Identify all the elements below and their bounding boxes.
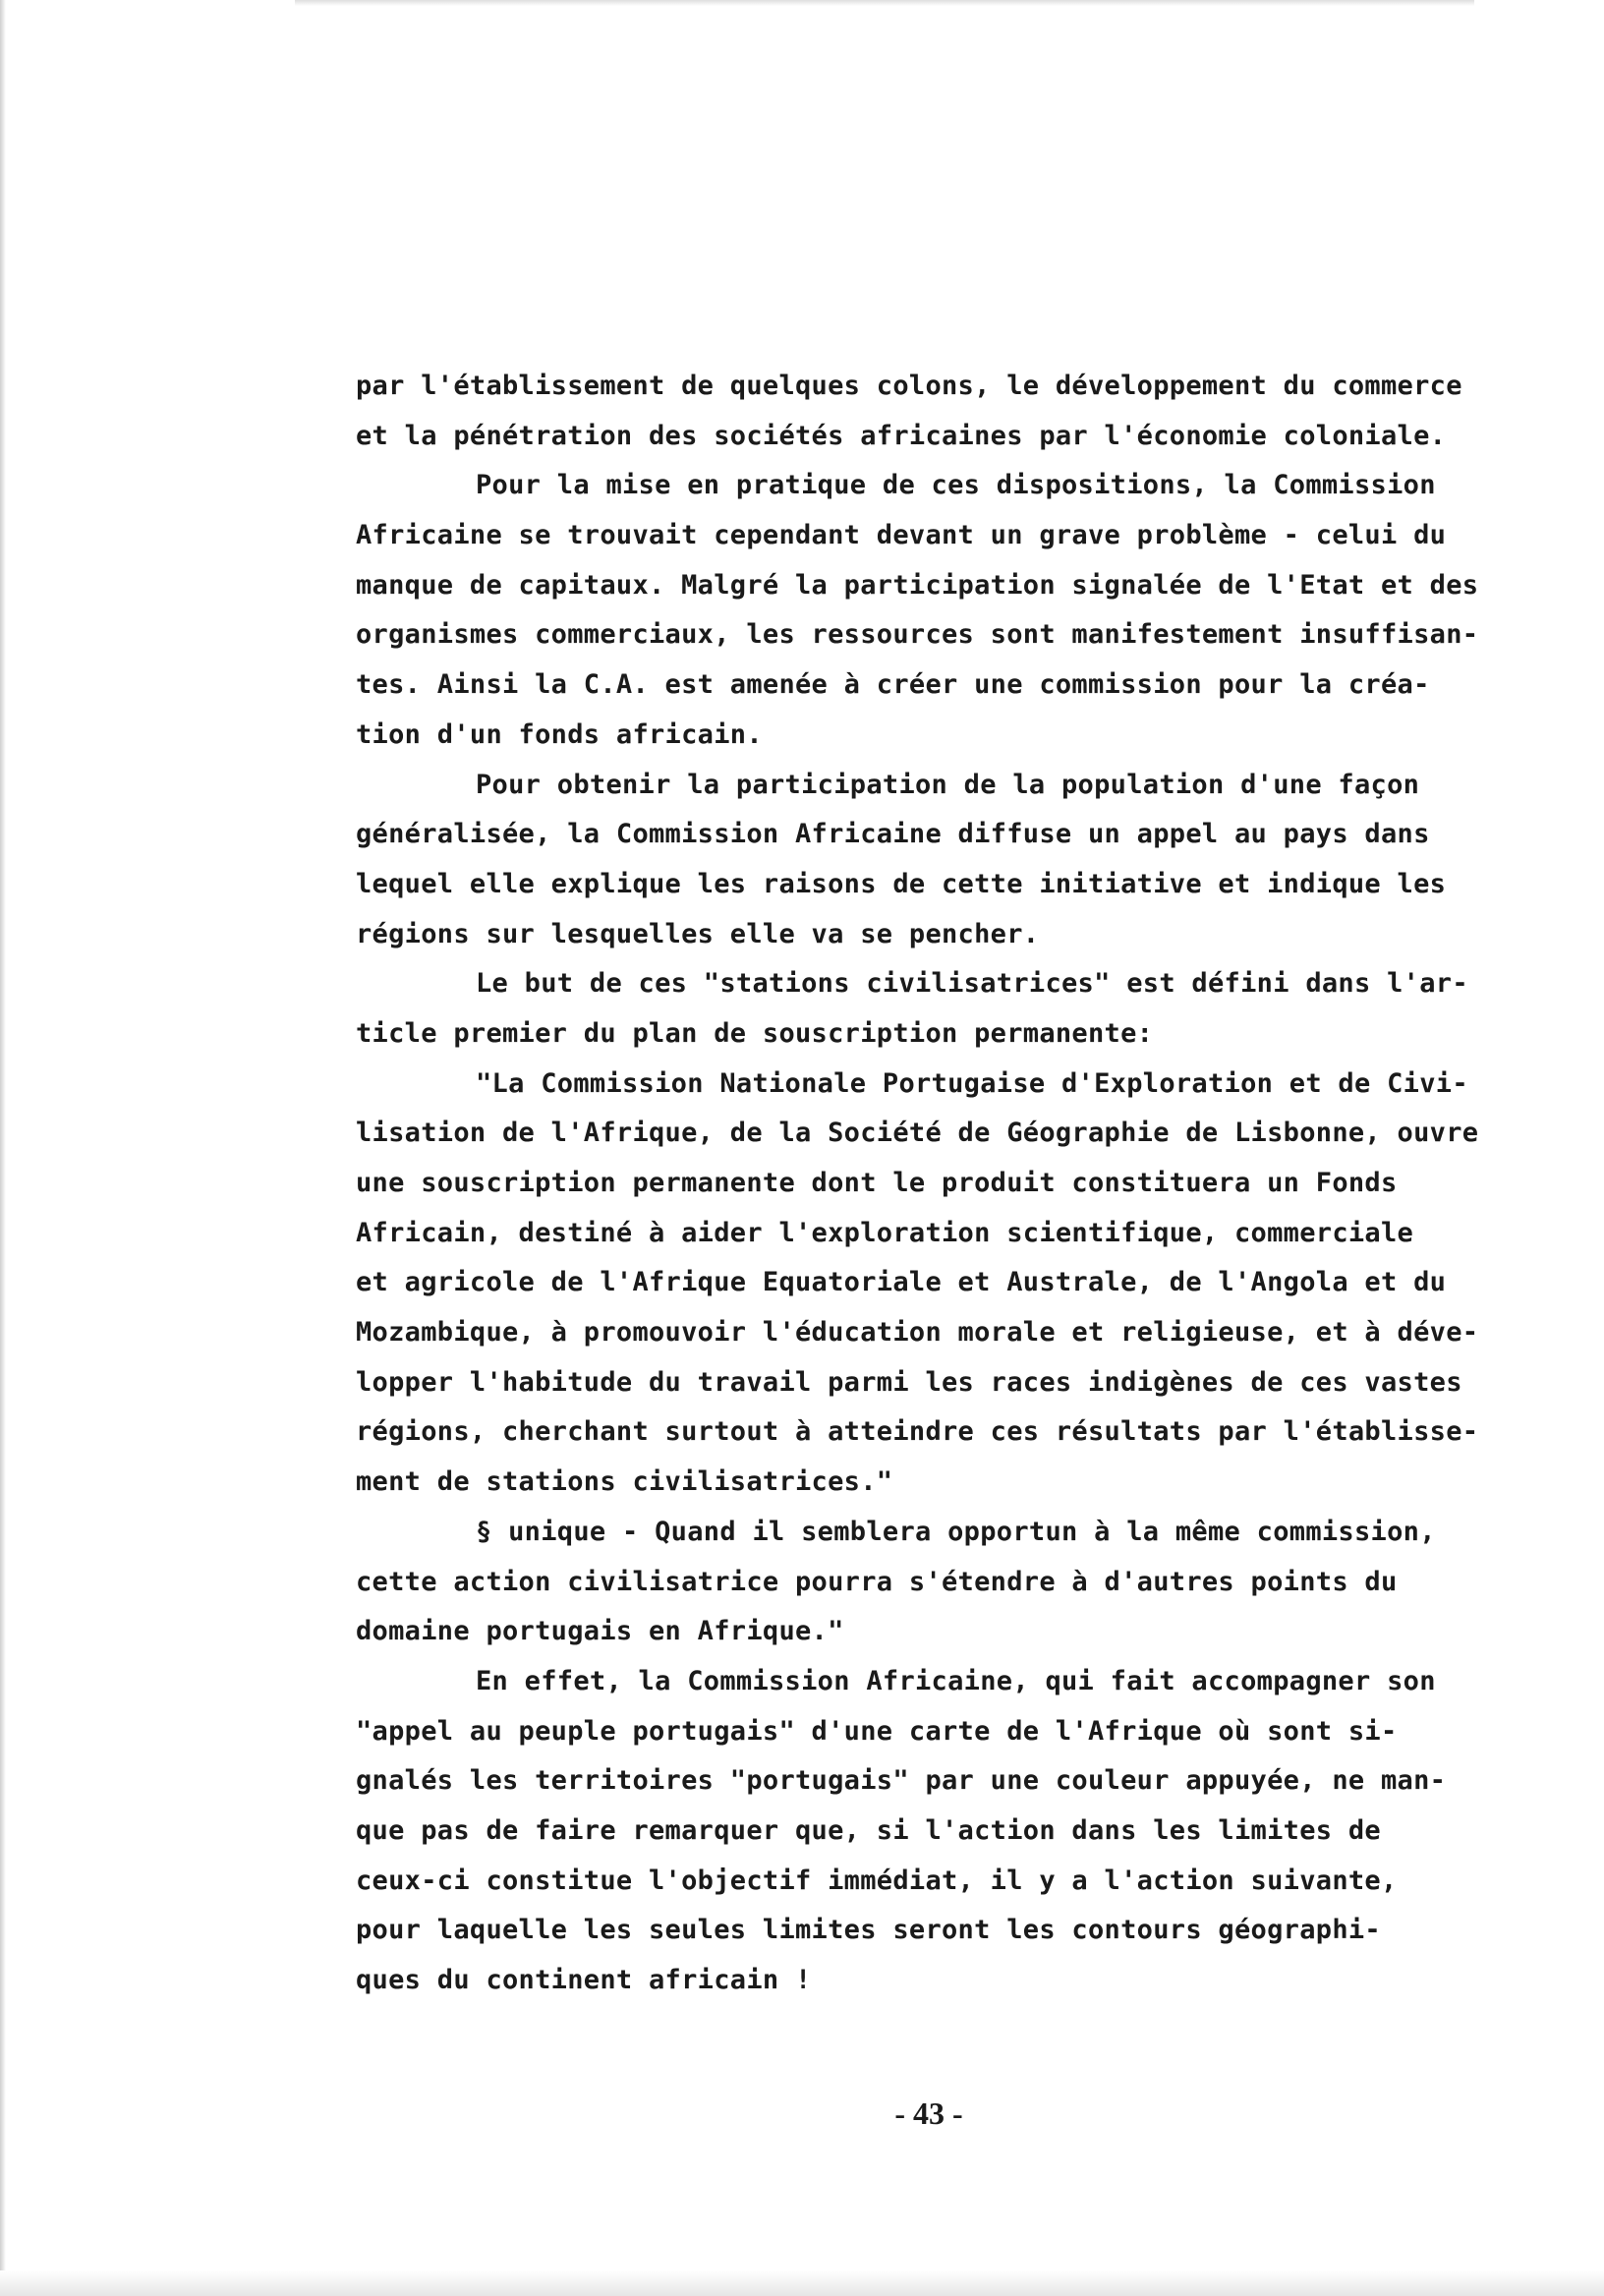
text-line: cette action civilisatrice pourra s'étendre à d'autres points du [356, 1566, 1398, 1597]
text-line: régions sur lesquelles elle va se pencher. [356, 918, 1040, 949]
page-number: - 43 - [894, 2095, 963, 2131]
text-line: une souscription permanente dont le produit constituera un Fonds [356, 1168, 1398, 1198]
text-line: et la pénétration des sociétés africaines par l'économie coloniale. [356, 420, 1447, 451]
scan-edge [0, 0, 6, 2296]
text-line: domaine portugais en Afrique." [356, 1616, 844, 1647]
scan-bottom-smudge [0, 2270, 1604, 2296]
text-line: ceux-ci constitue l'objectif immédiat, il y a l'action suivante, [356, 1865, 1398, 1896]
body-text [356, 362, 1555, 2006]
text-line: § unique - Quand il semblera opportun à la même commission, [476, 1516, 1436, 1547]
text-line: Le but de ces "stations civilisatrices" est défini dans l'ar- [476, 968, 1468, 1000]
text-line: tes. Ainsi la C.A. est amenée à créer une commission pour la créa- [356, 669, 1430, 701]
text-line: manque de capitaux. Malgré la participation signalée de l'Etat et des [356, 569, 1479, 601]
scan-top-smudge [295, 0, 1474, 6]
text-line: gnalés les territoires "portugais" par une couleur appuyée, ne man- [356, 1765, 1447, 1797]
text-line: organismes commerciaux, les ressources sont manifestement insuffisan- [356, 619, 1479, 651]
text-line: "La Commission Nationale Portugaise d'Exploration et de Civi- [476, 1067, 1468, 1099]
text-line: et agricole de l'Afrique Equatoriale et Australe, de l'Angola et du [356, 1267, 1447, 1298]
text-line: généralisée, la Commission Africaine diffuse un appel au pays dans [356, 819, 1430, 850]
text-line: ques du continent africain ! [356, 1965, 812, 1995]
text-line: Mozambique, à promouvoir l'éducation morale et religieuse, et à déve- [356, 1317, 1479, 1349]
text-line: pour laquelle les seules limites seront les contours géographi- [356, 1915, 1381, 1946]
text-line: lopper l'habitude du travail parmi les races indigènes de ces vastes [356, 1366, 1462, 1398]
text-line: Pour la mise en pratique de ces dispositions, la Commission [476, 470, 1436, 501]
text-line: Pour obtenir la participation de la population d'une façon [476, 769, 1420, 800]
text-line: par l'établissement de quelques colons, le développement du commerce [356, 371, 1462, 401]
text-line: ment de stations civilisatrices." [356, 1466, 893, 1498]
text-line: En effet, la Commission Africaine, qui fait accompagner son [476, 1665, 1436, 1696]
text-line: "appel au peuple portugais" d'une carte de l'Afrique où sont si- [356, 1715, 1398, 1747]
text-line: Africain, destiné à aider l'exploration scientifique, commerciale [356, 1217, 1414, 1248]
text-line: régions, cherchant surtout à atteindre ces résultats par l'établisse- [356, 1416, 1479, 1448]
text-line: tion d'un fonds africain. [356, 718, 763, 750]
text-line: Africaine se trouvait cependant devant un grave problème - celui du [356, 520, 1447, 551]
text-line: lequel elle explique les raisons de cette initiative et indique les [356, 868, 1447, 899]
text-line: ticle premier du plan de souscription permanente: [356, 1017, 1154, 1049]
text-line: que pas de faire remarquer que, si l'action dans les limites de [356, 1814, 1381, 1846]
text-line: lisation de l'Afrique, de la Société de Géographie de Lisbonne, ouvre [356, 1118, 1479, 1149]
